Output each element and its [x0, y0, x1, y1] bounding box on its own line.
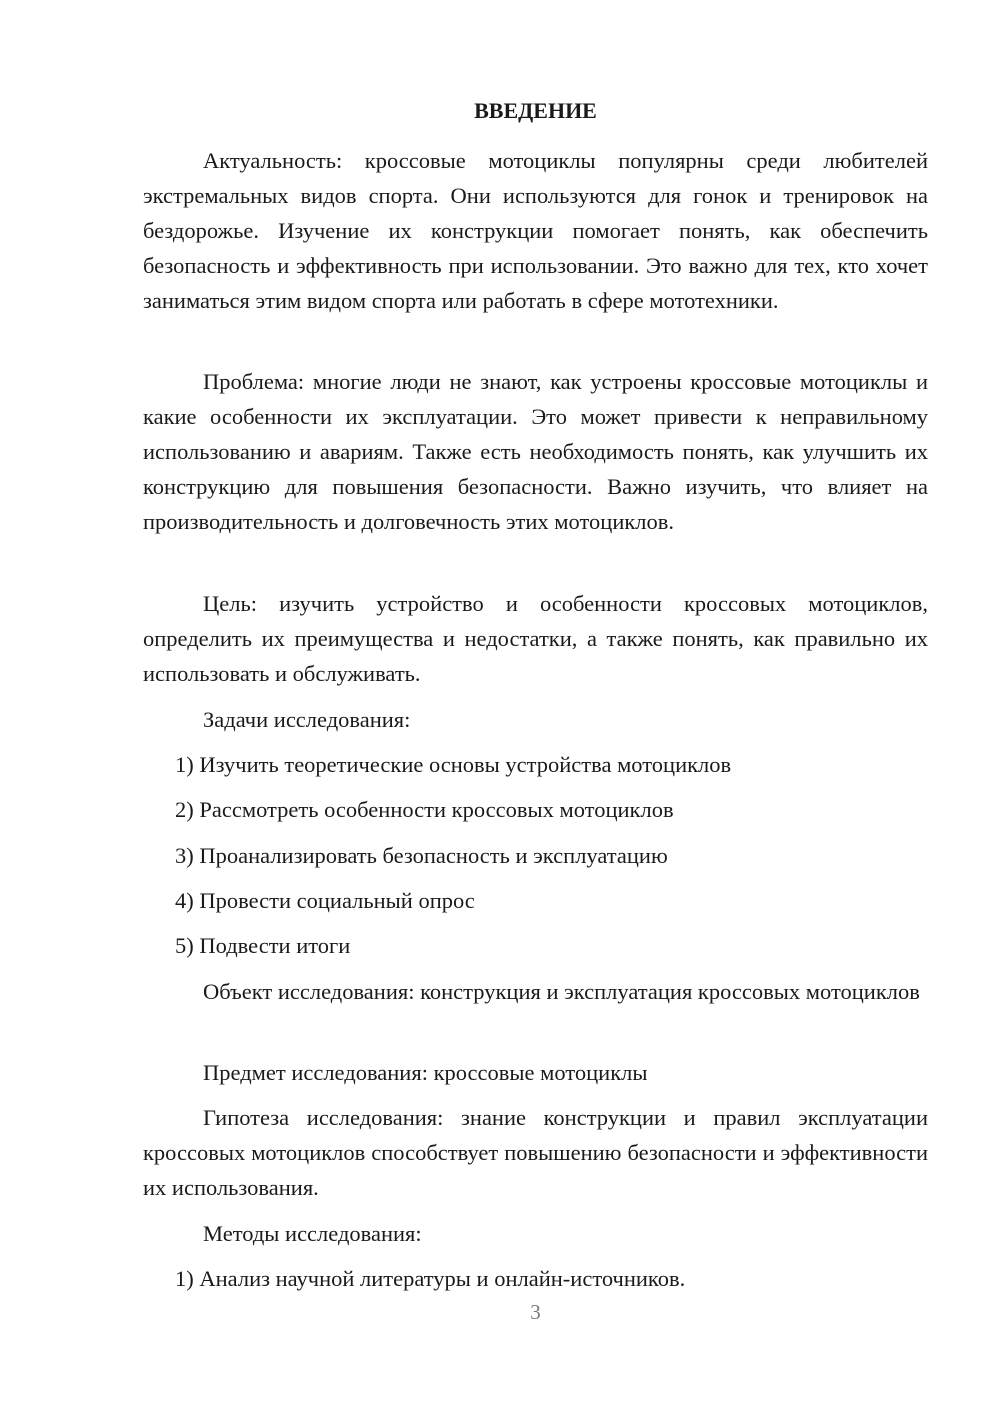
task-item: 5) Подвести итоги	[175, 933, 351, 958]
methods-heading: Методы исследования:	[203, 1221, 422, 1246]
subject-paragraph: Предмет исследования: кроссовые мотоциклы	[203, 1060, 648, 1085]
page-number: 3	[530, 1300, 541, 1324]
task-item: 3) Проанализировать безопасность и эксплуатацию	[175, 843, 668, 868]
task-item: 2) Рассмотреть особенности кроссовых мотоциклов	[175, 797, 674, 822]
tasks-heading: Задачи исследования:	[203, 707, 411, 732]
task-item: 4) Провести социальный опрос	[175, 888, 475, 913]
task-item: 1) Изучить теоретические основы устройства мотоциклов	[175, 752, 732, 777]
method-item: 1) Анализ научной литературы и онлайн-источников.	[175, 1266, 686, 1291]
problem-paragraph: Проблема: многие люди не знают, как устроены кроссовые мотоциклы и какие особенности их эксплуатации. Это может привести к неправильному использованию и авариям. Также есть необходимость понять, как улучшить их конструкцию для повышения безопасности. Важно изучить, что влияет на производительность и долговечность этих мотоциклов.	[143, 369, 928, 534]
section-title: ВВЕДЕНИЕ	[474, 98, 597, 123]
relevance-paragraph: Актуальность: кроссовые мотоциклы популярны среди любителей экстремальных видов спорта. Они используются для гонок и тренировок на бездорожье. Изучение их конструкции помогает понять, как обеспечить безопасность и эффективность при использовании. Это важно для тех, кто хочет заниматься этим видом спорта или работать в сфере мототехники.	[143, 148, 928, 313]
hypothesis-paragraph: Гипотеза исследования: знание конструкции и правил эксплуатации кроссовых мотоциклов способствует повышению безопасности и эффективности их использования.	[143, 1105, 928, 1200]
object-paragraph: Объект исследования: конструкция и эксплуатация кроссовых мотоциклов	[203, 979, 920, 1004]
goal-paragraph: Цель: изучить устройство и особенности кроссовых мотоциклов, определить их преимущества и недостатки, а также понять, как правильно их использовать и обслуживать.	[143, 591, 928, 686]
